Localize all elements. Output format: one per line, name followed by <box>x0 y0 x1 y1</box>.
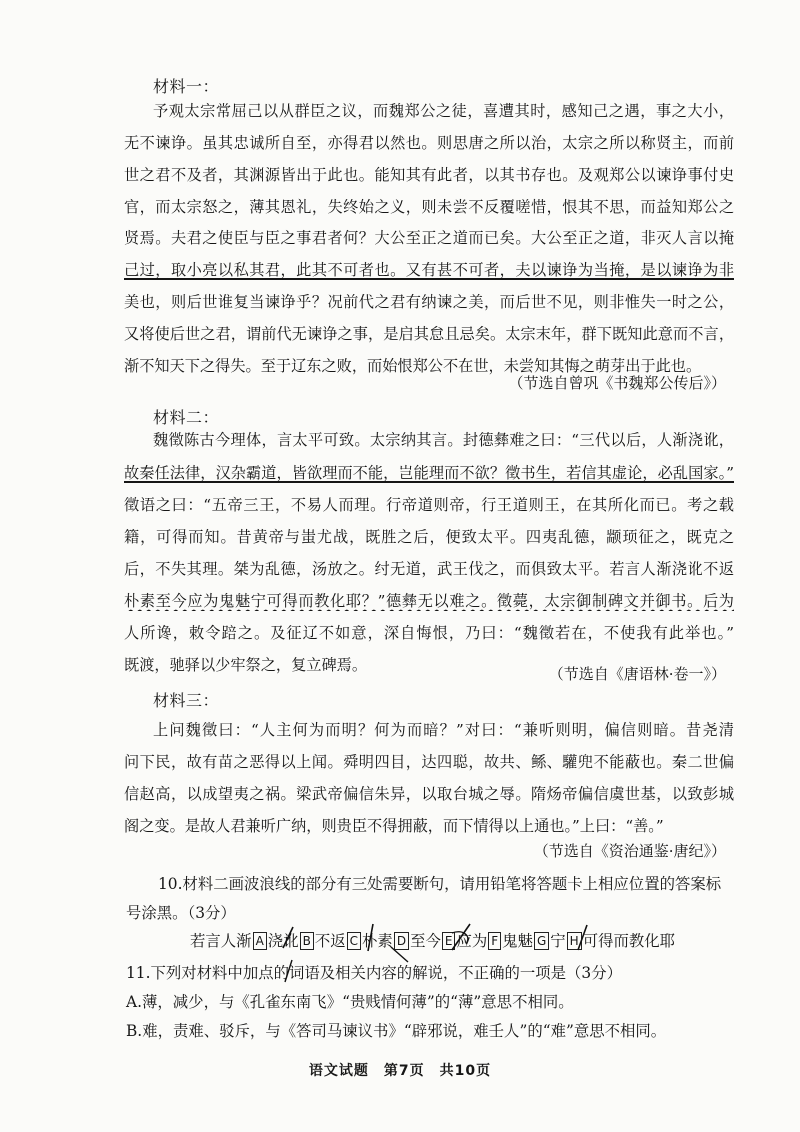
material2-line-7: 人所谗，敕令踣之。及征辽不如意，深自悔恨，乃曰：“魏徵若在，不使我有此举也。” <box>124 624 734 642</box>
answer-segment: 应为 <box>456 932 488 950</box>
material1-line-6: 己过，取小亮以私其君，此其不可者也。又有甚不可者，夫以谏诤为当掩，是以谏诤为非 <box>124 261 734 279</box>
material2-source: （节选自《唐语林·卷一》） <box>548 665 726 683</box>
option-box-e[interactable]: E <box>442 932 456 950</box>
question10-line-2: 号涂黑。（3分） <box>126 904 236 922</box>
material1-line-7: 美也，则后世谁复当谏诤乎？况前代之君有纳谏之美，而后世不见，则非惟失一时之公， <box>124 293 734 311</box>
material1-line-9: 渐不知天下之得失。至于辽东之败，而始恨郑公不在世，未尝知其悔之萌芽出于此也。 <box>124 357 702 375</box>
material2-line-4: 籍，可得而知。昔黄帝与蚩尤战，既胜之后，便致太平。四夷乱德，颛顼征之，既克之 <box>124 528 734 546</box>
material2-line-5: 后，不失其理。桀为乱德，汤放之。纣无道，武王伐之，而俱致太平。若言人渐浇讹不返 <box>124 560 734 578</box>
option-box-f[interactable]: F <box>488 932 501 950</box>
material3-source: （节选自《资治通鉴·唐纪》） <box>533 842 726 860</box>
material1-line-4: 官，而太宗怒之，薄其恩礼，失终始之义，则未尝不反覆嗟惜，恨其不思，而益知郑公之 <box>124 198 734 216</box>
option-box-b[interactable]: B <box>300 932 314 950</box>
material2-line-6: 朴素至今应为鬼魅宁可得而教化耶？”德彝无以难之。徵薨，太宗御制碑文并御书。后为 <box>124 592 734 610</box>
question10-line-1: 10.材料二画波浪线的部分有三处需要断句，请用铅笔将答题卡上相应位置的答案标 <box>158 875 722 893</box>
material2-heading: 材料二： <box>153 408 220 427</box>
pencil-stroke <box>283 927 293 948</box>
material3-line-4: 阁之变。是故人君兼听广纳，则贵臣不得拥蔽，而下情得以上通也。”上曰：“善。” <box>124 817 664 835</box>
material1-line-2: 无不谏诤。虽其忠诚所自至，亦得君以然也。则思唐之所以治，太宗之所以称贤主，而前 <box>124 134 734 152</box>
material2-line-8: 既渡，驰驿以少牢祭之，复立碑焉。 <box>124 656 367 674</box>
option-box-a[interactable]: A <box>253 932 267 950</box>
material3-line-1: 上问魏徵曰：“人主何为而明？何为而暗？”对曰：“兼听则明，偏信则暗。昔尧清 <box>153 721 734 739</box>
pencil-stroke <box>285 960 292 982</box>
option-box-d[interactable]: D <box>394 932 409 950</box>
question11-option-b: B.难，责难、驳斥，与《答司马谏议书》“辟邪说，难壬人”的“难”意思不相同。 <box>126 1022 667 1040</box>
option-box-c[interactable]: C <box>347 932 361 950</box>
answer-segment: 宁 <box>550 932 566 950</box>
material1-line-3: 世之君不及者，其渊源皆出于此也。能知其有此者，以其书存也。及观郑公以谏诤事付史 <box>124 166 734 184</box>
material2-line-2: 故秦任法律，汉杂霸道，皆欲理而不能，岂能理而不欲？徵书生，若信其虚论，必乱国家。” <box>124 464 734 482</box>
material1-line-5: 贤焉。夫君之使臣与臣之事君者何？大公至正之道而已矣。大公至正之道，非灭人言以掩 <box>124 229 734 247</box>
material1-source: （节选自曾巩《书魏郑公传后》） <box>508 374 726 392</box>
material2-line-3: 徵语之曰：“五帝三王，不易人而理。行帝道则帝，行王道则王，在其所化而已。考之载 <box>124 496 734 514</box>
question11-stem: 11.下列对材料中加点的词语及相关内容的解说，不正确的一项是（3分） <box>126 964 622 982</box>
material1-line-1: 予观太宗常屈己以从群臣之议，而魏郑公之徒，喜遭其时，感知己之遇，事之大小， <box>153 102 734 120</box>
option-box-g[interactable]: G <box>534 932 549 950</box>
material1-heading: 材料一： <box>153 77 220 96</box>
answer-segment: 至今 <box>410 932 441 950</box>
option-box-h[interactable]: H <box>567 932 582 950</box>
answer-segment: 可得而教化耶 <box>582 932 676 950</box>
question11-option-a: A.薄，减少，与《孔雀东南飞》“贵贱情何薄”的“薄”意思不相同。 <box>126 993 574 1011</box>
answer-segment: 鬼魅 <box>502 932 533 950</box>
answer-segment: 若言人渐 <box>190 932 252 950</box>
material3-line-2: 问下民，故有苗之恶得以上闻。舜明四目，达四聪，故共、鲧、驩兜不能蔽也。秦二世偏 <box>124 753 734 771</box>
pencil-stroke <box>578 925 587 950</box>
answer-segment: 朴素 <box>362 932 393 950</box>
pencil-stroke <box>368 924 373 951</box>
material1-line-8: 又将使后世之君，谓前代无谏诤之事，是启其怠且忌矣。太宗末年，群下既知此意而不言， <box>124 325 734 343</box>
material3-line-3: 信赵高，以成望夷之祸。梁武帝偏信朱异，以取台城之辱。隋炀帝偏信虞世基，以致彭城 <box>124 785 734 803</box>
page-footer: 语文试题 第7页 共10页 <box>308 1063 492 1079</box>
pencil-stroke <box>391 947 408 962</box>
material3-heading: 材料三： <box>153 691 220 710</box>
material2-line-1: 魏徵陈古今理体，言太平可致。太宗纳其言。封德彝难之曰：“三代以后，人渐浇讹， <box>153 431 734 449</box>
answer-segment: 浇讹 <box>267 932 299 950</box>
answer-segment: 不返 <box>314 932 346 950</box>
